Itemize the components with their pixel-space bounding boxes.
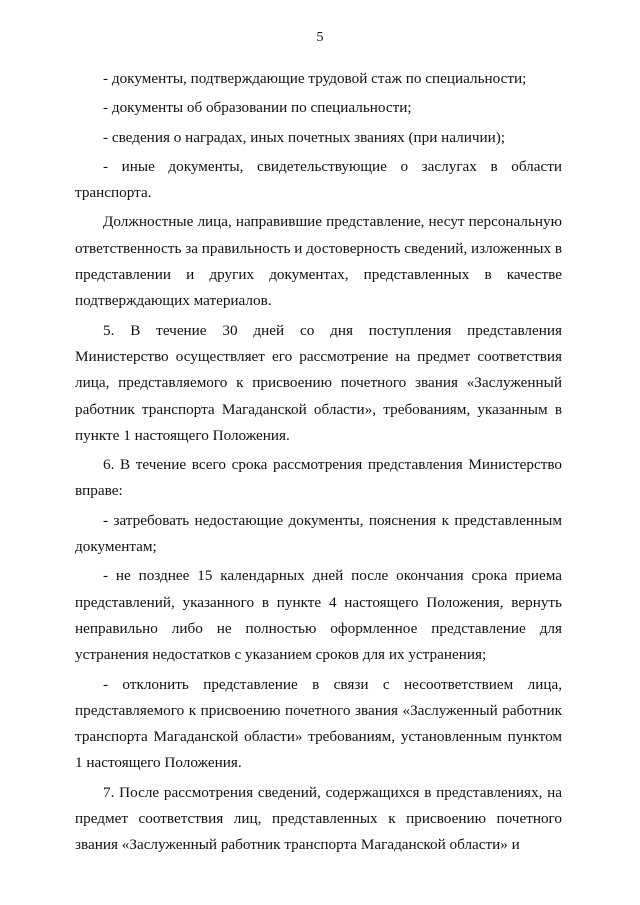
paragraph-clause-7: 7. После рассмотрения сведений, содержащихся в представлениях, на предмет соответствия лиц, представленных к присвоению почетного звания «Заслуженный работник транспорта Магаданской области» и — [75, 783, 562, 854]
list-item-return-submission: - не позднее 15 календарных дней после окончания срока приема представлений, указанного в пункте 4 настоящего Положения, вернуть неправильно либо не полностью оформленное представление для устранения недостатков с указанием сроков для их устранения; — [75, 567, 562, 664]
document-body — [75, 66, 562, 859]
paragraph-clause-5: 5. В течение 30 дней со дня поступления представления Министерство осуществляет его рассмотрение на предмет соответствия лица, представляемого к присвоению почетного звания «Заслуженный работник транспорта Магаданской области», требованиям, указанным в пункте 1 настоящего Положения. — [75, 321, 562, 444]
list-item-other-documents: - иные документы, свидетельствующие о заслугах в области транспорта. — [75, 157, 562, 202]
paragraph-clause-6: 6. В течение всего срока рассмотрения представления Министерство вправе: — [75, 456, 562, 500]
list-item-request-documents: - затребовать недостающие документы, пояснения к представленным документам; — [75, 511, 562, 556]
paragraph-responsibility: Должностные лица, направившие представление, несут персональную ответственность за правильность и достоверность сведений, изложенных в представлении и других документах, представленных в качестве подтверждающих материалов. — [75, 213, 563, 310]
page-number: 5 — [316, 30, 324, 45]
list-item-work-experience: - документы, подтверждающие трудовой стаж по специальности; — [103, 70, 527, 87]
list-item-education: - документы об образовании по специальности; — [103, 99, 412, 117]
list-item-awards: - сведения о наградах, иных почетных званиях (при наличии); — [103, 128, 506, 146]
list-item-reject-submission: - отклонить представление в связи с несоответствием лица, представляемого к присвоению почетного звания «Заслуженный работник транспорта Магаданской области» требованиям, установленным пунктом 1 настоящего Положения. — [75, 675, 562, 772]
